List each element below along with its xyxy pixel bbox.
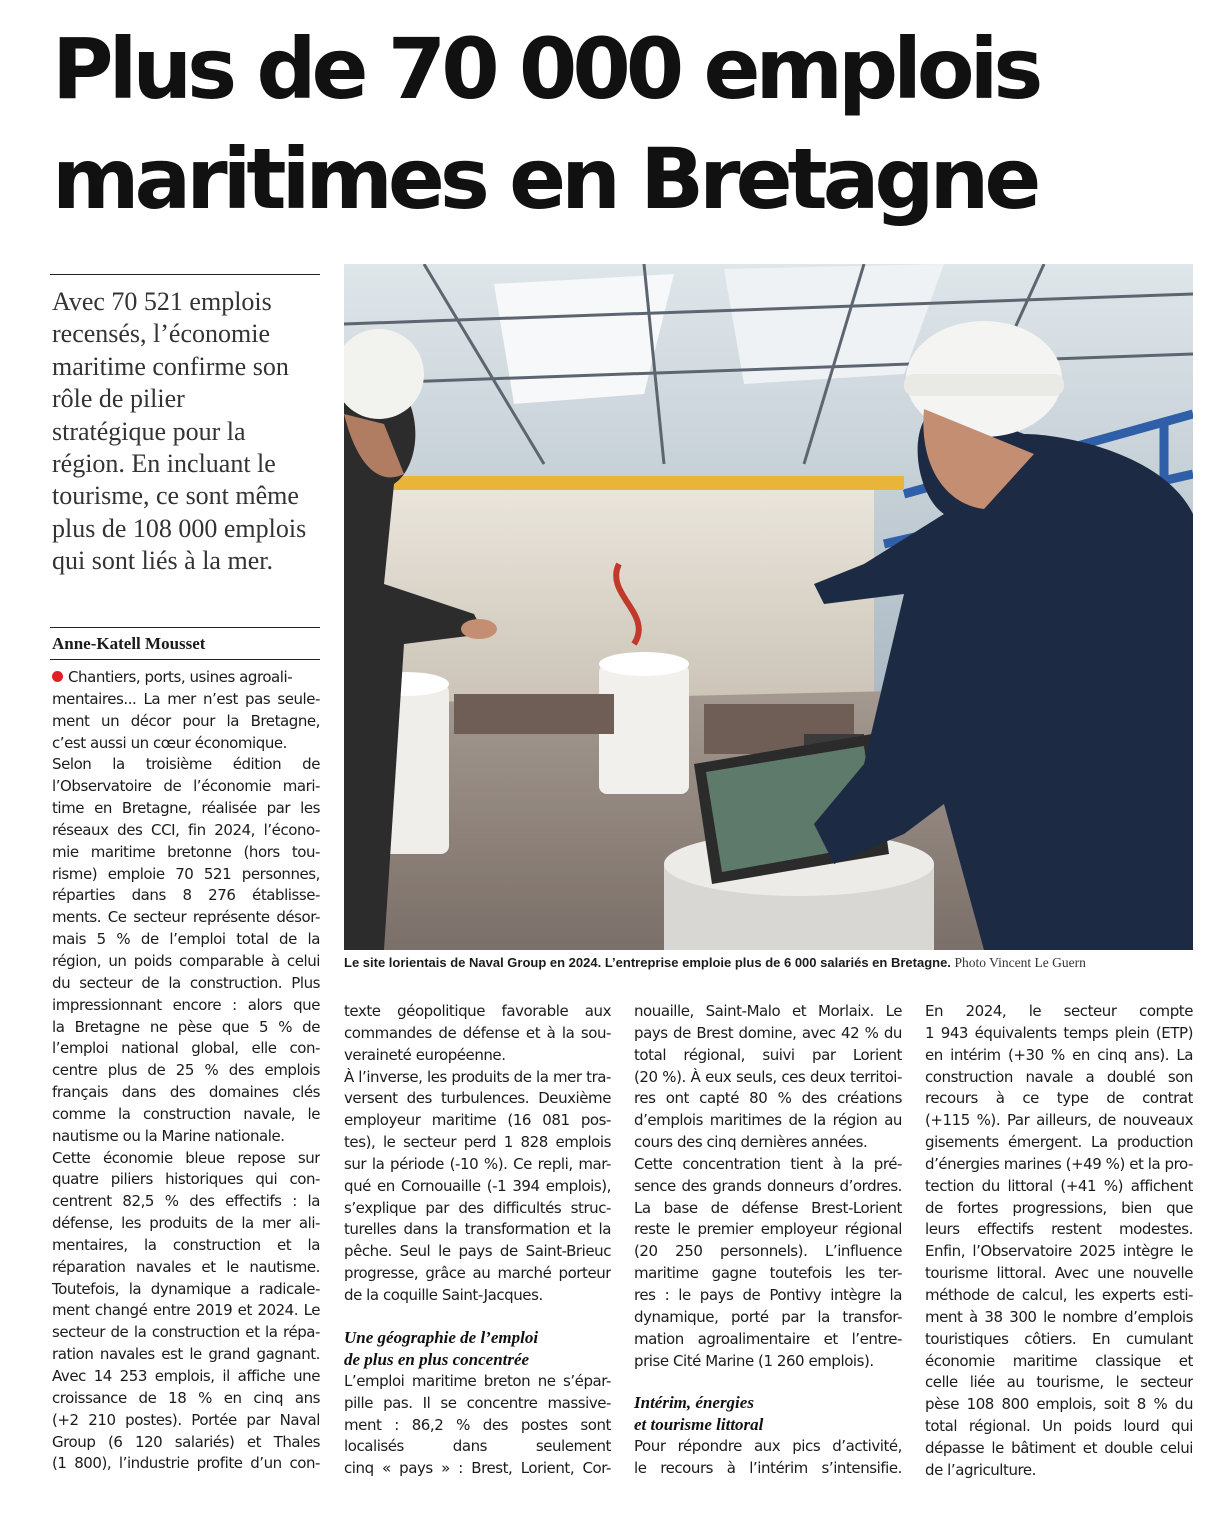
- text-line: L’emploi maritime breton ne s’épar-: [344, 1371, 611, 1390]
- standfirst-line: tourisme, ce sont même: [52, 481, 299, 511]
- headline-line: maritimes en Bretagne: [52, 130, 1037, 228]
- text-line: pille pas. Il se concentre massive-: [344, 1393, 611, 1412]
- text-line: (20 250 personnels). L’influence: [634, 1242, 902, 1261]
- text-line: Cette économie bleue repose sur: [52, 1148, 320, 1167]
- text-line: veraineté européenne.: [344, 1045, 506, 1064]
- text-line: mie maritime bretonne (hors tou-: [52, 842, 320, 861]
- divider: [50, 274, 320, 275]
- text-line: de la coquille Saint-Jacques.: [344, 1285, 543, 1304]
- text-line: celle liée au tourisme, le secteur: [925, 1373, 1193, 1392]
- text-line: qué en Cornouaille (-1 394 emplois),: [344, 1176, 611, 1195]
- section-subhead: de plus en plus concentrée: [344, 1349, 530, 1369]
- standfirst-line: maritime confirme son: [52, 351, 289, 381]
- text-line: Cette concentration tient à la pré-: [634, 1154, 902, 1173]
- text-line: localisés dans seulement: [344, 1437, 611, 1456]
- text-line: d’énergies marines (+49 %) et la pro-: [925, 1154, 1193, 1173]
- divider: [50, 627, 320, 628]
- text-line: tes), le secteur perd 1 828 emplois: [344, 1133, 611, 1152]
- text-line: Toutefois, la dynamique a radicale-: [52, 1279, 320, 1298]
- text-line: progresse, grâce au marché porteur: [344, 1264, 611, 1283]
- text-line: cinq « pays » : Brest, Lorient, Cor-: [344, 1459, 611, 1478]
- text-line: total régional. Un poids lourd qui: [925, 1417, 1193, 1436]
- text-line: En 2024, le secteur compte: [925, 1002, 1193, 1020]
- body-column: [634, 1001, 902, 1480]
- text-line: économie maritime classique et: [925, 1351, 1193, 1370]
- text-line: recours à ce type de contrat: [925, 1089, 1193, 1108]
- standfirst-line: qui sont liés à la mer.: [52, 546, 273, 576]
- section-subhead: Intérim, énergies: [634, 1393, 754, 1413]
- standfirst-line: stratégique pour la: [52, 416, 246, 446]
- text-line: (+115 %). Par ailleurs, de nouveaux: [925, 1111, 1193, 1130]
- text-line: total régional, suivi par Lorient: [634, 1045, 902, 1064]
- text-line: leurs effectifs restent modestes.: [925, 1220, 1193, 1239]
- text-line: (20 %). À eux seuls, ces deux territoi-: [634, 1067, 902, 1086]
- photo-credit: Photo Vincent Le Guern: [954, 955, 1086, 970]
- standfirst: [52, 286, 322, 578]
- text-line: réparties dans 8 276 établisse-: [52, 886, 320, 905]
- text-line: [52, 667, 320, 689]
- text-line: commandes de défense et à la sou-: [344, 1023, 611, 1042]
- text-line: touristiques côtiers. En cumulant: [925, 1329, 1193, 1348]
- text-line: c’est aussi un cœur économique.: [52, 733, 287, 752]
- standfirst-line: plus de 108 000 emplois: [52, 513, 307, 543]
- body-column: [52, 667, 320, 1475]
- text-line: tection du littoral (+41 %) affichent: [925, 1176, 1193, 1195]
- text-line: mentaires... La mer n’est pas seule-: [52, 689, 320, 708]
- article-photo: [344, 264, 1193, 950]
- text-line: Selon la troisième édition de: [52, 755, 320, 774]
- text-line: nouaille, Saint-Malo et Morlaix. Le: [634, 1002, 902, 1020]
- body-column: [344, 1001, 611, 1480]
- photo-caption: [344, 954, 1204, 972]
- text-line: pays de Brest domine, avec 42 % du: [634, 1023, 902, 1042]
- body-column: [925, 1001, 1193, 1482]
- text-line: pêche. Seul le pays de Saint-Brieuc: [344, 1242, 611, 1261]
- text-line: quatre piliers historiques qui con-: [52, 1170, 320, 1189]
- text-line: dépasse le bâtiment et double celui: [925, 1438, 1193, 1457]
- section-subhead: Une géographie de l’emploi: [344, 1327, 539, 1347]
- text-line: croissance de 18 % en cinq ans: [52, 1388, 320, 1407]
- text-line: turelles dans la transformation et la: [344, 1220, 611, 1239]
- text-line: du secteur de la construction. Plus: [52, 973, 320, 992]
- text-line: mais 5 % de l’emploi total de la: [52, 930, 320, 949]
- author-byline: Anne-Katell Mousset: [52, 634, 206, 653]
- text-line: (1 800), l’industrie profite d’un con-: [52, 1454, 320, 1473]
- text-line: À l’inverse, les produits de la mer tra-: [344, 1067, 611, 1086]
- text-line: sence des grands donneurs d’ordres.: [634, 1176, 902, 1195]
- text-line: centrent 82,5 % des effectifs : la: [52, 1192, 320, 1211]
- text-line: (+2 210 postes). Portée par Naval: [52, 1410, 320, 1429]
- text-line: res ont capté 80 % des créations: [634, 1089, 902, 1108]
- caption-text: Le site lorientais de Naval Group en 2024. L’entreprise emploie plus de 6 000 salariés en Bretagne.: [344, 955, 951, 970]
- text-line: français dans des domaines clés: [52, 1083, 320, 1102]
- text-line: l’Observatoire de l’économie mari-: [52, 777, 320, 796]
- text-line: secteur de la construction et la répa-: [52, 1323, 320, 1342]
- standfirst-line: recensés, l’économie: [52, 319, 271, 349]
- headline-line: Plus de 70 000 emplois: [52, 20, 1039, 118]
- text-line: 1 943 équivalents temps plein (ETP): [925, 1023, 1193, 1042]
- text-line: centre plus de 25 % des emplois: [52, 1061, 320, 1080]
- text-line: comme la construction navale, le: [52, 1104, 320, 1123]
- text-line: employeur maritime (16 081 pos-: [344, 1111, 611, 1130]
- text-line: gisements émergent. La production: [925, 1133, 1193, 1152]
- text-line: cours des cinq dernières années.: [634, 1133, 868, 1152]
- bullet-dot-icon: [52, 671, 63, 682]
- text-line: dynamique, porté par la transfor-: [634, 1307, 902, 1326]
- text-line: mation agroalimentaire et l’entre-: [634, 1329, 902, 1348]
- section-subhead: et tourisme littoral: [634, 1415, 764, 1435]
- text-line: construction navale a doublé son: [925, 1067, 1193, 1086]
- text-line: de l’agriculture.: [925, 1460, 1036, 1479]
- text-line: prise Cité Marine (1 260 emplois).: [634, 1351, 874, 1370]
- text-line: de fortes progressions, bien que: [925, 1198, 1193, 1217]
- text-line: la Bretagne ne pèse que 5 % de: [52, 1017, 320, 1036]
- text-line: réseaux des CCI, fin 2024, l’écono-: [52, 820, 320, 839]
- text-line: versent des turbulences. Deuxième: [344, 1089, 611, 1108]
- text-line: tourisme littoral. Avec une nouvelle: [925, 1264, 1193, 1283]
- text-line: pèse 108 800 emplois, soit 8 % du: [925, 1395, 1193, 1414]
- text-line: ments. Ce secteur représente désor-: [52, 908, 320, 927]
- text-line: en intérim (+30 % en cinq ans). La: [925, 1045, 1193, 1064]
- text-line: région, un poids comparable à celui: [52, 951, 320, 970]
- text-line: impressionnant encore : alors que: [52, 995, 320, 1014]
- text-line: réparation navales et le nautisme.: [52, 1257, 320, 1276]
- text-line: mentaires, la construction et la: [52, 1235, 320, 1254]
- text-line: reste le premier employeur régional: [634, 1220, 902, 1239]
- text-line: texte géopolitique favorable aux: [344, 1002, 611, 1020]
- divider: [50, 659, 320, 660]
- text-line: maritime gagne toutefois les ter-: [634, 1264, 902, 1283]
- text-line: Group (6 120 salariés) et Thales: [52, 1432, 320, 1451]
- text-line: l’emploi national global, elle con-: [52, 1039, 320, 1058]
- text-line: méthode de calcul, les experts esti-: [925, 1285, 1193, 1304]
- text-line: Enfin, l’Observatoire 2025 intègre le: [925, 1242, 1193, 1261]
- text-line: risme) emploie 70 521 personnes,: [52, 864, 320, 883]
- headline: [52, 14, 1172, 234]
- text-line: ment un décor pour la Bretagne,: [52, 711, 320, 730]
- text-line: La base de défense Brest-Lorient: [634, 1198, 902, 1217]
- text-line: ment changé entre 2019 et 2024. Le: [52, 1301, 320, 1320]
- text-line: s’explique par des difficultés struc-: [344, 1198, 611, 1217]
- text-line: Pour répondre aux pics d’activité,: [634, 1437, 902, 1456]
- text-line: défense, les produits de la mer ali-: [52, 1214, 320, 1233]
- text-line: ment à 38 300 le nombre d’emplois: [925, 1307, 1193, 1326]
- text-line: d’emplois maritimes de la région au: [634, 1111, 902, 1130]
- text-line: le recours à l’intérim s’intensifie.: [634, 1459, 902, 1478]
- text-line: Avec 14 253 emplois, il affiche une: [52, 1367, 320, 1385]
- text-line: sur la période (-10 %). Ce repli, mar-: [344, 1154, 611, 1173]
- text-line: time en Bretagne, réalisée par les: [52, 799, 320, 818]
- standfirst-line: région. En incluant le: [52, 449, 276, 479]
- text-line: ration navales est le grand gagnant.: [52, 1345, 320, 1364]
- standfirst-line: Avec 70 521 emplois: [52, 287, 272, 316]
- text-line: ment : 86,2 % des postes sont: [344, 1415, 611, 1434]
- text-line: nautisme ou la Marine nationale.: [52, 1126, 285, 1145]
- text-line-content: Chantiers, ports, usines agroali-: [68, 668, 293, 686]
- text-line: res : le pays de Pontivy intègre la: [634, 1285, 902, 1304]
- standfirst-line: rôle de pilier: [52, 384, 185, 414]
